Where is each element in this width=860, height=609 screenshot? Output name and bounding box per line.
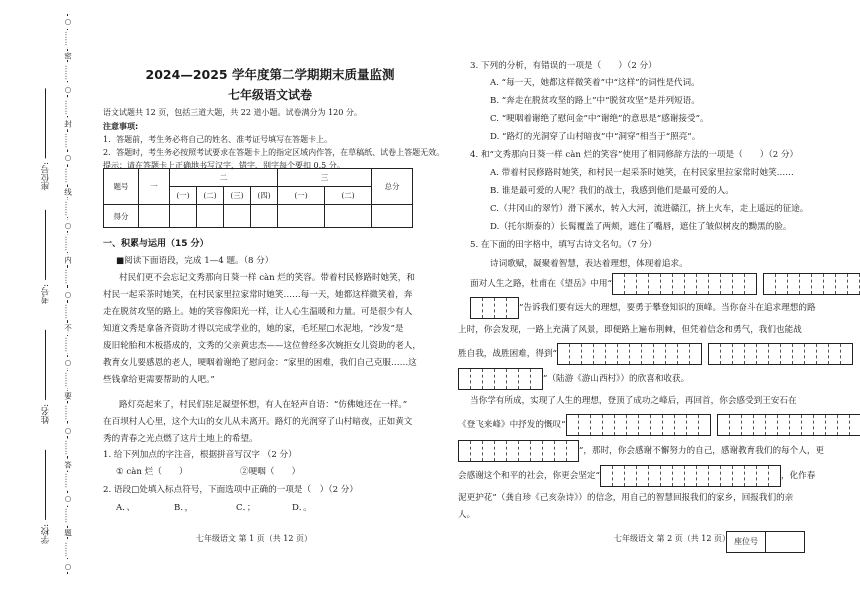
binding-strip-mark: 内 [63,256,73,264]
q4-option-b[interactable]: B. 谁是最可爱的人呢？我们的战士，我感到他们是最可爱的人。 [490,186,734,196]
notice-title: 注意事项: [103,122,139,131]
score-cell[interactable] [278,205,325,228]
score-header-two: 二 [170,169,278,187]
score-sub: (一) [278,187,325,205]
reading-prompt: ■阅读下面语段，完成 1—4 题。（8 分） [116,256,274,266]
binding-strip-mark: …… [63,337,73,353]
passage-line: 村民们更不会忘记文秀那向日葵一样 càn 烂的笑容。带着村民修路时她笑，和 [119,273,415,283]
answer-grid[interactable] [458,368,543,390]
fill-row-5 [458,414,860,436]
passage-line: 走在脱贫攻坚的路上。她的笑容像阳光一样，让人心生温暖和力量。可是很少有人 [103,307,413,317]
score-cell[interactable] [139,205,170,228]
fill-text: 面对人生之路，杜甫在《望岳》中用“ [470,279,612,289]
passage-line: 废旧轮胎和木板搭成的，文秀的父亲黄忠杰——这位曾经多次婉拒女儿资助的老人， [103,341,421,351]
q4-option-a[interactable]: A. 带着村民修路时她笑，和村民一起采茶时她笑，在村民家里拉家常时她笑…… [490,168,794,178]
binding-strip-mark: ○ [63,493,73,503]
fill-text-line: 当你学有所成，实现了人生的理想，登顶了成功之峰后，再回首，你会感受到王安石在 [470,396,797,406]
binding-strip [62,16,74,572]
binding-strip-mark: ○ [63,425,73,435]
notice-2: 2．答题时，考生务必按照考试要求在答题卡上的指定区域内作答，在草稿纸、试卷上答题无效。 [103,148,445,157]
passage-line: 村民一起采茶时她笑，在村民家里拉家常时她笑……每一天，她都这样微笑着，奔 [103,290,413,300]
fill-text: 胜自我，战胜困难，得到“ [458,349,557,359]
exam-subtitle: 七年级语文试卷 [227,88,312,102]
q3-option-a[interactable]: A. “每一天，她都这样微笑着”中“这样”的词性是代词。 [490,78,700,88]
binding-strip-mark: …… [63,200,73,216]
fill-text: ，化作春 [780,471,816,481]
score-label: 得分 [104,205,139,228]
seat-number-label: 座位号 [727,532,766,552]
question-3: 3. 下列的分析，有错误的一项是（ ）（2 分） [470,61,657,71]
question-2: 2. 语段□处填入标点符号，下面选项中正确的一项是（ ）（2 分） [103,485,358,495]
reading-passage [103,270,453,448]
score-header-total: 总分 [372,169,413,205]
binding-strip-mark: 答 [63,460,73,469]
answer-grid[interactable] [600,465,781,487]
binding-strip-mark: ○ [63,357,73,367]
score-cell[interactable] [325,205,372,228]
page-1-footer: 七年级语文 第 1 页（共 12 页） [196,534,312,543]
intro-line: 语文试题共 12 页，包括三道大题，共 22 道小题。试卷满分为 120 分。 [103,108,362,117]
passage-line: 些钱拿给更需要帮助的人吧。” [103,375,215,385]
poem-intro: 诗词歌赋，凝聚着智慧，表达着理想，体现着追求。 [490,259,688,269]
fill-row-6 [458,440,824,462]
q3-option-c[interactable]: C. “哽咽着谢绝了慰问金”中“谢绝”的意思是“感谢接受”。 [490,114,709,124]
fill-text: 会感谢这个和平的社会，你更会坚定“ [458,471,600,481]
option-d[interactable]: D．。 [292,503,312,513]
fill-row-2 [470,297,816,319]
binding-strip-mark: ○ [63,562,73,571]
binding-strip-mark: …… [63,99,73,115]
option-c[interactable]: C．； [236,503,256,513]
answer-grid[interactable] [717,414,860,436]
binding-strip-mark: …… [63,64,73,80]
fill-text: ”，那时，你会感谢不懈努力的自己，感谢教育我们的每个人，更 [579,446,825,456]
fill-row-1 [470,273,860,295]
score-cell[interactable] [170,205,197,228]
binding-strip-mark: 题 [63,528,73,537]
question-5: 5. 在下面的田字格中，填写古诗文名句。（7 分） [470,240,657,250]
fill-row-7 [458,465,815,487]
binding-strip-mark: …… [63,303,73,319]
score-sub: (三) [224,187,251,205]
binding-strip-mark: 不 [63,324,73,332]
option-a[interactable]: A．、 [116,503,136,513]
fill-text: ”告诉我们要有远大的理想，要勇于攀登知识的顶峰。当你奋斗在追求理想的路 [519,303,816,313]
seat-number-box [726,531,805,553]
score-sub: (二) [197,187,224,205]
score-cell[interactable] [251,205,278,228]
fill-text: 《登飞来峰》中抒发的慨叹“ [458,420,566,430]
fill-text-line: 泥更护花”（龚自珍《己亥杂诗》）的信念，用自己的智慧回报我们的家乡，回报我们的亲 [458,493,794,503]
score-cell[interactable] [224,205,251,228]
page-2-footer: 七年级语文 第 2 页（共 12 页） [614,534,730,543]
fill-text: ”（陆游《游山西村》）的欣喜和收获。 [543,374,690,384]
score-header-number: 题号 [104,169,139,205]
passage-line: 路灯亮起来了，村民们驻足凝望怀想，有人在轻声自语：“仿佛她还在一样。” [119,400,408,410]
score-cell[interactable] [197,205,224,228]
binding-strip-mark: ○ [63,221,73,231]
passage-line: 教育女儿要感恩的老人，哽咽着谢绝了慰问金：“家里的困难，我们自己克服……这 [103,358,417,368]
answer-grid[interactable] [708,343,853,365]
binding-strip-mark: …… [63,508,73,524]
score-sub: (二) [325,187,372,205]
binding-strip-mark: 封 [63,119,73,128]
score-header-three: 三 [278,169,372,187]
binding-strip-mark: ○ [63,153,73,163]
passage-line: 知道文秀是拿备齐资助才得以完成学业的，她的家，毛坯屋□水泥地，“沙发”是 [103,324,404,334]
notice-1: 1．答题前，考生务必将自己的姓名、准考证号填写在答题卡上。 [103,135,333,144]
binding-strip-mark: …… [63,31,73,47]
question-4: 4. 和“文秀那向日葵一样 càn 烂的笑容”使用了相同修辞方法的一项是（ ）（2 分） [470,150,799,160]
tip-line: 提示：请在答题卡上正确地书写汉字，错字、别字每个要扣 0.5 分。 [103,161,345,170]
score-table [103,168,413,228]
question-1: 1. 给下列加点的字注音，根据拼音写汉字 （2 分） [103,450,297,460]
binding-strip-mark: …… [63,473,73,489]
section-1-heading: 一、积累与运用（15 分） [103,239,209,249]
school-field: 学校: [40,450,52,544]
answer-grid[interactable] [470,297,519,319]
answer-grid[interactable] [458,440,579,462]
binding-strip-mark: ○ [63,85,73,95]
score-sub: (一) [170,187,197,205]
binding-strip-mark: ○ [63,17,73,26]
binding-strip-mark: …… [63,541,73,557]
binding-strip-mark: 密 [63,51,73,60]
passage-line: 秀的青春之光点燃了这片土地上的希望。 [103,434,258,444]
binding-strip-mark: …… [63,269,73,285]
fill-row-3 [458,343,853,365]
score-sub: (四) [251,187,278,205]
binding-strip-mark: …… [63,440,73,456]
question-1-b[interactable]: ②哽咽（ ） [240,467,301,477]
score-header-one: 一 [139,169,170,205]
q4-option-d[interactable]: D.（托尔斯泰的）长髯覆盖了两颊，遮住了嘴唇，遮住了皱似树皮的黝黑的脸。 [490,222,792,232]
q3-option-b[interactable]: B. “奔走在脱贫攻坚的路上”中“脱贫攻坚”是并列短语。 [490,96,700,106]
binding-strip-mark: …… [63,167,73,183]
option-b[interactable]: B．， [174,503,194,513]
seat-number-input[interactable] [766,532,804,552]
binding-strip-mark: …… [63,405,73,421]
fill-text-line: 上时，你会发现，一路上充满了风景，即便路上遍布荆棘，但凭着信念和勇气，我们也能战 [458,325,802,335]
answer-grid[interactable] [763,273,860,295]
binding-strip-mark: …… [63,132,73,148]
exam-title: 2024—2025 学年度第二学期期末质量监测 [145,67,395,82]
fill-row-4 [458,368,689,390]
q4-option-c[interactable]: C.（井冈山的翠竹）滑下溪水，转入大河，流进赣江，挤上火车，走上遥远的征途。 [490,204,809,214]
binding-strip-mark: ○ [63,289,73,299]
binding-strip-mark: …… [63,235,73,251]
answer-grid[interactable] [566,414,711,436]
answer-grid[interactable] [557,343,702,365]
passage-line: 在百坝村人心里，这个大山的女儿从未离开。路灯的光润穿了山村暗夜，正如黄文 [103,417,413,427]
binding-strip-mark: …… [63,372,73,388]
answer-grid[interactable] [612,273,757,295]
seat-number-field: 座位号: [40,88,52,190]
binding-strip-mark: 要 [63,392,73,400]
score-cell[interactable] [372,205,413,228]
q3-option-d[interactable]: D. “路灯的光洞穿了山村暗夜”中“洞穿”相当于“照亮”。 [490,132,701,142]
fill-text-line: 人。 [458,510,476,520]
binding-strip-mark: 线 [63,188,73,196]
question-1-a[interactable]: ① càn 烂（ ） [116,467,188,477]
exam-number-field: 考号: [40,210,52,304]
name-field: 姓名: [40,330,52,424]
